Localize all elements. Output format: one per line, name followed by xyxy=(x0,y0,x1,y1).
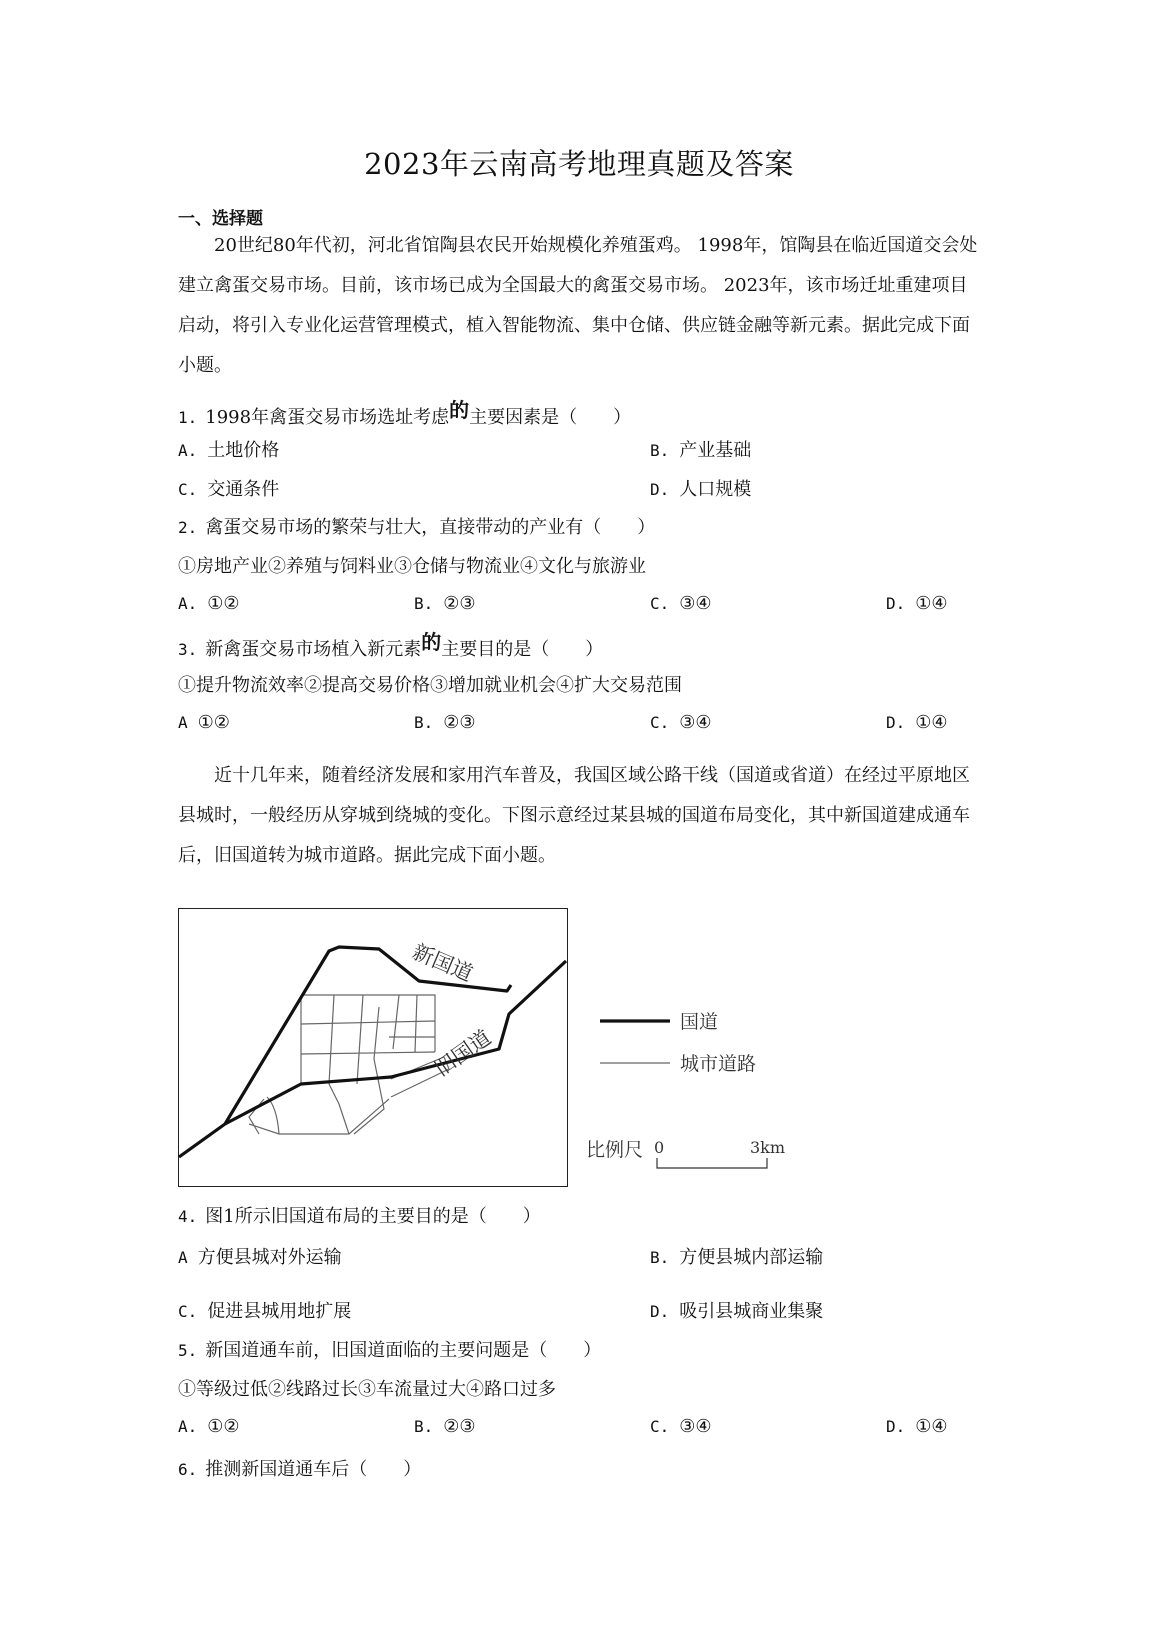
old-road-label: 旧国道 xyxy=(430,1025,496,1082)
option-key: D. xyxy=(650,1302,670,1321)
option-key: D. xyxy=(886,1417,906,1436)
intro-paragraph-1 xyxy=(178,226,978,386)
q3-option-b xyxy=(414,712,476,733)
question-text-raised: 的 xyxy=(449,398,470,422)
question-text: 推测新国道通车后（ ） xyxy=(205,1459,422,1480)
option-text: ②③ xyxy=(443,712,476,733)
option-text: 产业基础 xyxy=(679,440,752,461)
question-2 xyxy=(178,513,655,539)
question-number: 4. xyxy=(178,1207,198,1226)
question-3 xyxy=(178,632,603,661)
city-road xyxy=(329,1084,349,1134)
option-key: B. xyxy=(414,713,434,732)
option-key: C. xyxy=(650,594,670,613)
question-text: 主要目的是（ ） xyxy=(441,639,604,660)
option-key: A xyxy=(178,713,188,732)
option-key: C. xyxy=(178,1302,198,1321)
option-key: A xyxy=(178,1248,188,1267)
road-map-figure xyxy=(178,908,568,1187)
option-text: 方便县城对外运输 xyxy=(197,1247,342,1268)
q5-option-a xyxy=(178,1416,240,1437)
city-road xyxy=(301,1052,435,1054)
q5-option-c xyxy=(650,1416,712,1437)
option-text: ③④ xyxy=(679,1416,712,1437)
option-key: A. xyxy=(178,594,198,613)
city-road xyxy=(374,1007,379,1059)
question-number: 2. xyxy=(178,518,198,537)
road-map-svg xyxy=(179,909,566,1185)
option-key: D. xyxy=(886,713,906,732)
option-key: D. xyxy=(886,594,906,613)
question-text: 禽蛋交易市场的繁荣与壮大，直接带动的产业有（ ） xyxy=(205,517,656,538)
option-text: ①④ xyxy=(915,593,948,614)
option-key: B. xyxy=(650,441,670,460)
city-road xyxy=(329,995,334,1084)
q2-option-d xyxy=(886,593,948,614)
question-text: 1998年禽蛋交易市场选址考虑 xyxy=(205,407,450,428)
question-number: 1. xyxy=(178,408,198,427)
q3-option-a xyxy=(178,712,230,733)
q4-option-c xyxy=(178,1297,351,1323)
q1-option-a xyxy=(178,436,279,462)
option-text: 促进县城用地扩展 xyxy=(207,1301,352,1322)
question-text: 新国道通车前，旧国道面临的主要问题是（ ） xyxy=(205,1340,602,1361)
q2-option-c xyxy=(650,593,712,614)
legend-national-label: 国道 xyxy=(680,1011,719,1033)
map-legend xyxy=(586,1008,860,1178)
option-key: B. xyxy=(414,594,434,613)
q3-option-c xyxy=(650,712,712,733)
question-5 xyxy=(178,1336,601,1362)
q5-items: ①等级过低②线路过长③车流量过大④路口过多 xyxy=(178,1379,556,1400)
option-key: A. xyxy=(178,441,198,460)
q2-option-b xyxy=(414,593,476,614)
q3-items: ①提升物流效率②提高交易价格③增加就业机会④扩大交易范围 xyxy=(178,675,682,696)
section-heading: 一、选择题 xyxy=(178,209,263,229)
q5-option-d xyxy=(886,1416,948,1437)
option-text: 交通条件 xyxy=(207,479,280,500)
q1-option-d xyxy=(650,475,751,501)
option-text: ③④ xyxy=(679,712,712,733)
q5-option-b xyxy=(414,1416,476,1437)
city-road xyxy=(249,1099,389,1134)
option-text: ①② xyxy=(197,712,230,733)
q4-option-d xyxy=(650,1297,823,1323)
page-title: 2023年云南高考地理真题及答案 xyxy=(364,147,794,181)
option-key: C. xyxy=(650,713,670,732)
option-text: 土地价格 xyxy=(207,440,280,461)
q1-option-b xyxy=(650,436,751,462)
legend-svg xyxy=(586,1008,860,1178)
new-road-label: 新国道 xyxy=(409,939,477,987)
intro-paragraph-2 xyxy=(178,756,978,876)
option-text: ①② xyxy=(207,593,240,614)
national-roads xyxy=(179,947,566,1157)
legend-city-label: 城市道路 xyxy=(680,1053,757,1075)
option-key: B. xyxy=(414,1417,434,1436)
scale-distance: 3km xyxy=(750,1138,786,1157)
option-text: ③④ xyxy=(679,593,712,614)
question-text: 主要因素是（ ） xyxy=(469,407,632,428)
option-key: D. xyxy=(650,480,670,499)
question-number: 5. xyxy=(178,1341,198,1360)
option-text: ①④ xyxy=(915,712,948,733)
q2-option-a xyxy=(178,593,240,614)
city-road xyxy=(301,1021,435,1024)
question-text: 图1所示旧国道布局的主要目的是（ ） xyxy=(205,1206,541,1227)
option-key: C. xyxy=(650,1417,670,1436)
question-4 xyxy=(178,1202,541,1228)
question-number: 3. xyxy=(178,640,198,659)
city-roads xyxy=(249,995,449,1134)
intro-text-2: 近十几年来，随着经济发展和家用汽车普及，我国区域公路干线（国道或省道）在经过平原地区县城时，一般经历从穿城到绕城的变化。下图示意经过某县城的国道布局变化，其中新国道建成通车后，旧国道转为城市道路。据此完成下面小题。 xyxy=(178,765,970,866)
q2-items: ①房地产业②养殖与饲料业③仓储与物流业④文化与旅游业 xyxy=(178,556,646,577)
question-text-raised: 的 xyxy=(421,630,442,654)
scale-bar xyxy=(657,1158,767,1168)
option-text: 吸引县城商业集聚 xyxy=(679,1301,824,1322)
option-text: ①④ xyxy=(915,1416,948,1437)
option-text: 人口规模 xyxy=(679,479,752,500)
question-1 xyxy=(178,400,631,429)
question-6 xyxy=(178,1455,421,1481)
option-text: 方便县城内部运输 xyxy=(679,1247,824,1268)
option-key: A. xyxy=(178,1417,198,1436)
question-text: 新禽蛋交易市场植入新元素 xyxy=(205,639,422,660)
city-road xyxy=(357,995,363,1084)
option-key: B. xyxy=(650,1248,670,1267)
option-text: ②③ xyxy=(443,1416,476,1437)
option-key: C. xyxy=(178,480,198,499)
q4-option-a xyxy=(178,1243,342,1269)
scale-zero: 0 xyxy=(654,1138,665,1157)
q4-option-b xyxy=(650,1243,823,1269)
scale-label: 比例尺 xyxy=(586,1139,644,1161)
q3-option-d xyxy=(886,712,948,733)
city-road xyxy=(415,995,417,1052)
question-number: 6. xyxy=(178,1460,198,1479)
option-text: ①② xyxy=(207,1416,240,1437)
option-text: ②③ xyxy=(443,593,476,614)
q1-option-c xyxy=(178,475,279,501)
intro-text-1: 20世纪80年代初，河北省馆陶县农民开始规模化养殖蛋鸡。 1998年，馆陶县在临近国道交会处建立禽蛋交易市场。目前，该市场已成为全国最大的禽蛋交易市场。 2023年，该市场迁址重建项目启动，将引入专业化运营管理模式，植入智能物流、集中仓储、供应链金融等新元素。据此完成下面小题。 xyxy=(178,235,978,376)
